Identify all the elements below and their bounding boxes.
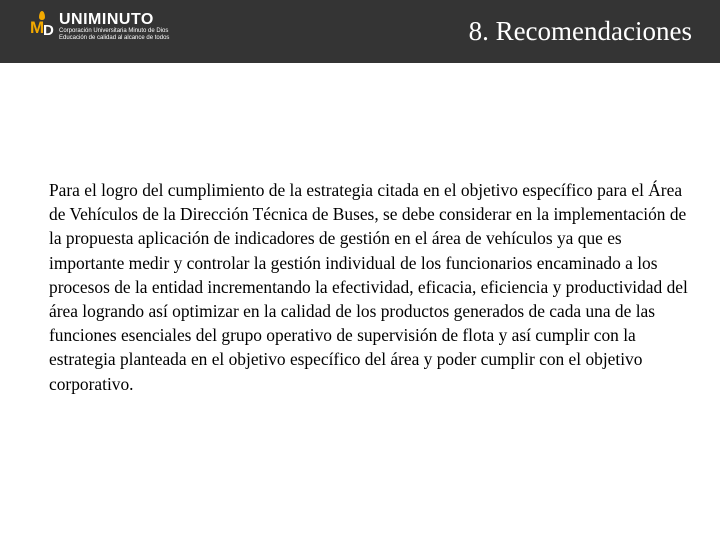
md-logo-icon: M D <box>30 11 56 43</box>
body-paragraph: Para el logro del cumplimiento de la estrategia citada en el objetivo específico para el Área de Vehículos de la Dirección Técnica de Buses, se debe considerar en la implementación de la propuesta aplicación de indicadores de gestión en el área de vehículos ya que es importante medir y controlar la gestión individual de los funcionarios encaminado a los procesos de la entidad incrementando la efectividad, eficacia, eficiencia y productividad del área logrando así optimizar en la calidad de los productos generados de cada una de las funciones esenciales del grupo operativo de supervisión de flota y así cumplir con la estrategia planteada en el objetivo específico del área y poder cumplir con el objetivo corporativo. <box>49 180 688 394</box>
logo-tagline-2: Educación de calidad al alcance de todos <box>59 35 170 41</box>
slide-title: 8. Recomendaciones <box>468 16 692 46</box>
header-bar <box>0 0 720 63</box>
uniminuto-logo <box>30 11 169 43</box>
logo-text <box>59 12 169 42</box>
logo-brand: UNIMINUTO <box>59 11 154 28</box>
logo-tagline-1: Corporación Universitaria Minuto de Dios <box>59 28 169 34</box>
